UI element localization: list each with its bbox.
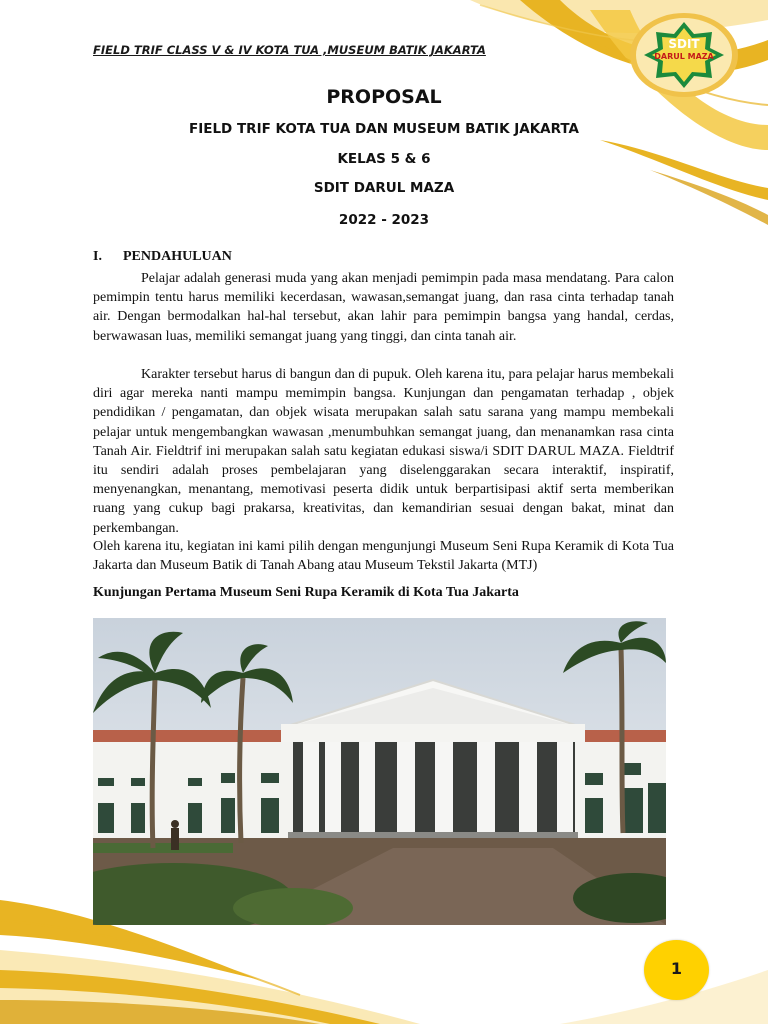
section-title: PENDAHULUAN <box>123 249 232 264</box>
document-subtitle: FIELD TRIF KOTA TUA DAN MUSEUM BATIK JAKARTA <box>188 121 580 137</box>
document-title: PROPOSAL <box>326 86 442 108</box>
logo-text-school-name: DARUL MAZA <box>654 52 714 61</box>
class-line: KELAS 5 & 6 <box>337 151 431 167</box>
visit-heading: Kunjungan Pertama Museum Seni Rupa Keramik di Kota Tua Jakarta <box>93 585 519 600</box>
museum-photo <box>93 618 666 925</box>
paragraph-1: Pelajar adalah generasi muda yang akan menjadi pemimpin pada masa mendatang. Para calon pemimpin tentu harus memiliki kecerdasan, wawasan,semangat juang, dan rasa cinta terhadap tanah air. Dengan bermodalkan hal-hal tersebut, akan lahir para pemimpin bangsa yang handal, cerdas, berwawasan luas, memiliki semangat juang yang tinggi, dan cinta tanah air. <box>93 271 674 344</box>
paragraph-2: Karakter tersebut harus di bangun dan di pupuk. Oleh karena itu, para pelajar harus membekali diri agar mereka nanti mampu memimpin bangsa. Kunjungan dan pengamatan terhadap , objek pendidikan / pengamatan, dan objek wisata merupakan salah satu sarana yang mampu membekali pelajar untuk mengembangkan wawasan ,menumbuhkan semangat juang, dan menanamkan rasa cinta Tanah Air. Fieldtrif ini merupakan salah satu kegiatan edukasi siswa/i SDIT DARUL MAZA. Fieldtrif itu sendiri adalah proses pembelajaran yang diselenggarakan secara interaktif, inspiratif, menyenangkan, menantang, memotivasi peserta didik untuk berpartisipasi aktif serta memberikan ruang yang cukup bagi prakarsa, kreativitas, dan kemandirian sesuai dengan bakat, minat dan perkembangan. <box>93 367 674 536</box>
section-number: I. <box>93 249 102 264</box>
section-heading <box>93 249 232 265</box>
page-number: 1 <box>670 959 683 978</box>
paragraph-3: Oleh karena itu, kegiatan ini kami pilih dengan mengunjungi Museum Seni Rupa Keramik di Kota Tua Jakarta dan Museum Batik di Tanah Abang atau Museum Tekstil Jakarta (MTJ) <box>93 539 674 574</box>
school-name-line: SDIT DARUL MAZA <box>313 180 455 196</box>
running-header: FIELD TRIF CLASS V & IV KOTA TUA ,MUSEUM BATIK JAKARTA <box>93 43 486 57</box>
academic-year: 2022 - 2023 <box>338 212 430 228</box>
logo-text-sdit: SDIT <box>668 37 700 51</box>
